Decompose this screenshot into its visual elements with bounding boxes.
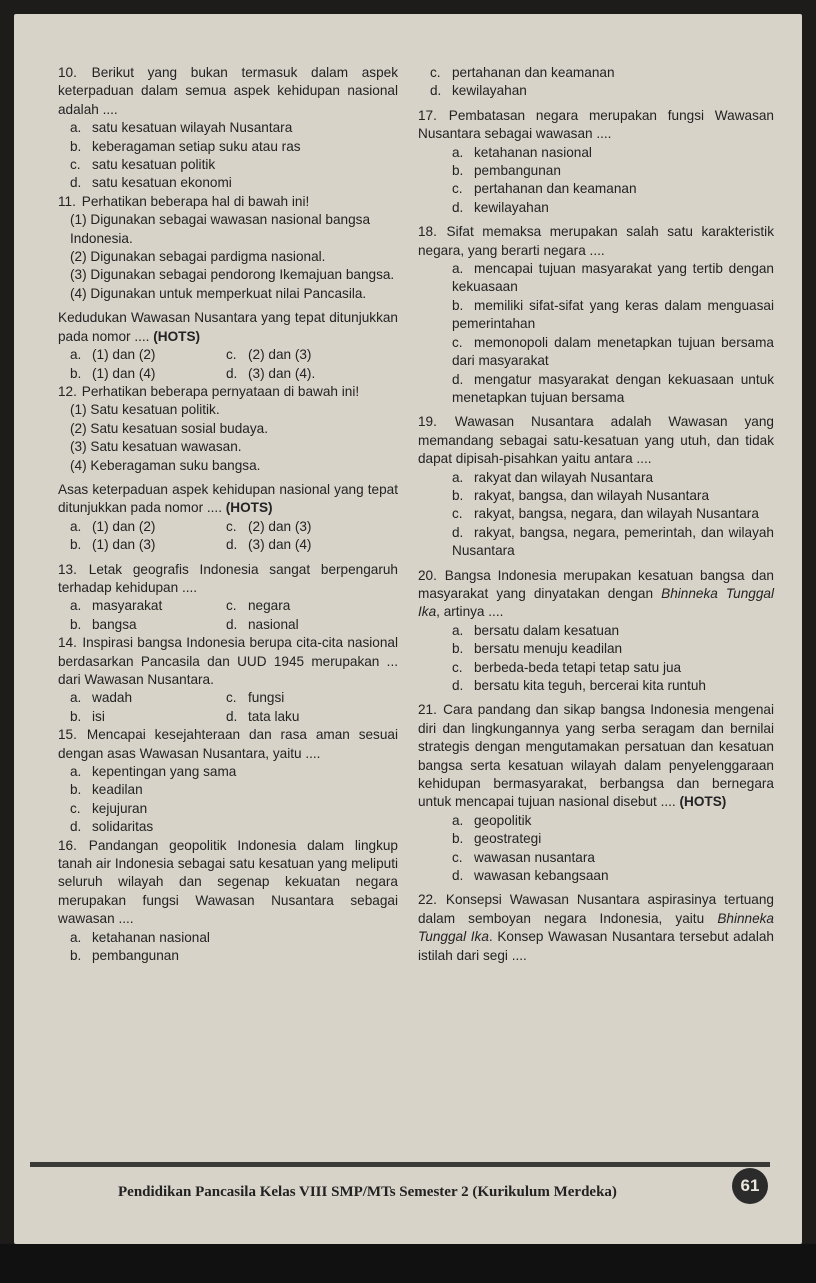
question-15: 15. Mencapai kesejahteraan dan rasa aman sesuai dengan asas Wawasan Nusantara, yaitu .... xyxy=(58,727,398,761)
statement: (4) Keberagaman suku bangsa. xyxy=(70,457,261,473)
question-17: 17. Pembatasan negara merupakan fungsi Wawasan Nusantara sebagai wawasan .... xyxy=(418,107,774,142)
option-row: a. (1) dan (2) c. (2) dan (3) xyxy=(70,347,312,363)
option: c. pertahanan dan keamanan xyxy=(452,181,637,197)
option: d. wawasan kebangsaan xyxy=(452,868,609,884)
statement: (4) Digunakan untuk memperkuat nilai Pancasila. xyxy=(70,285,367,301)
left-column xyxy=(58,64,398,966)
page-number: 61 xyxy=(732,1168,768,1204)
question-18: 18. Sifat memaksa merupakan salah satu karakteristik negara, yang berarti negara .... xyxy=(418,224,774,258)
option: a. mencapai tujuan masyarakat yang tertib dengan kekuasaan xyxy=(452,261,774,295)
footer-title: Pendidikan Pancasila Kelas VIII SMP/MTs Semester 2 (Kurikulum Merdeka) xyxy=(118,1184,617,1200)
background-edge xyxy=(0,1244,816,1283)
option: b. pembangunan xyxy=(452,163,561,179)
option-row: b. (1) dan (3) d. (3) dan (4) xyxy=(70,537,312,553)
option-row: a. masyarakat c. negara xyxy=(70,598,291,614)
option: c. kejujuran xyxy=(70,800,148,816)
option: d. rakyat, bangsa, negara, pemerintah, dan wilayah Nusantara xyxy=(452,524,774,559)
statement: (2) Satu kesatuan sosial budaya. xyxy=(70,420,268,436)
question-13: 13. Letak geografis Indonesia sangat berpengaruh terhadap kehidupan .... xyxy=(58,561,398,595)
question-19: 19. Wawasan Nusantara adalah Wawasan yang memandang sebagai satu-kesatuan yang utuh, dan tidak dapat dipisah-pisahkan yaitu antara .... xyxy=(418,414,774,467)
option: d. kewilayahan xyxy=(430,83,527,99)
option: c. memonopoli dalam menetapkan tujuan bersama dari masyarakat xyxy=(452,334,774,369)
option: a. ketahanan nasional xyxy=(452,144,592,160)
option-row: b. isi d. tata laku xyxy=(70,708,300,724)
statement: (1) Digunakan sebagai wawasan nasional bangsa Indonesia. xyxy=(70,212,371,246)
question-10: 10. Berikut yang bukan termasuk dalam aspek keterpaduan dalam semua aspek kehidupan nasional adalah .... xyxy=(58,65,398,117)
option-row: b. bangsa d. nasional xyxy=(70,616,299,632)
footer-divider xyxy=(30,1162,770,1167)
question-14: 14. Inspirasi bangsa Indonesia berupa cita-cita nasional berdasarkan Pancasila dan UUD 1945 merupakan ... dari Wawasan Nusantara. xyxy=(58,635,398,687)
option: d. kewilayahan xyxy=(452,199,549,215)
option: c. pertahanan dan keamanan xyxy=(430,65,615,80)
option: a. kepentingan yang sama xyxy=(70,764,237,780)
option: a. bersatu dalam kesatuan xyxy=(452,622,620,638)
option: d. satu kesatuan ekonomi xyxy=(70,175,232,191)
option: b. bersatu menuju keadilan xyxy=(452,641,623,657)
question-20: 20. Bangsa Indonesia merupakan kesatuan bangsa dan masyarakat yang dinyatakan dengan Bhinneka Tunggal Ika, artinya .... xyxy=(418,567,774,620)
option: d. bersatu kita teguh, bercerai kita runtuh xyxy=(452,678,706,693)
question-21: 21. Cara pandang dan sikap bangsa Indonesia mengenai diri dan lingkungannya yang serba seragam dan bernilai strategis dengan mengutamakan persatuan dan kesatuan bangsa serta kesatuan wilayah dalam penyelenggaraan kehidupan bermasyarakat, berbangsa dan bernegara untuk mencapai tujuan nasional disebut .... (HOTS) xyxy=(418,702,774,810)
option: c. wawasan nusantara xyxy=(452,849,595,865)
option: b. geostrategi xyxy=(452,831,542,847)
option: b. memiliki sifat-sifat yang keras dalam menguasai pemerintahan xyxy=(452,297,774,332)
option: b. pembangunan xyxy=(70,948,179,964)
option: c. satu kesatuan politik xyxy=(70,157,216,173)
question-prompt: Kedudukan Wawasan Nusantara yang tepat ditunjukkan pada nomor .... (HOTS) xyxy=(58,310,398,344)
statement: (3) Satu kesatuan wawasan. xyxy=(70,439,242,455)
option: d. mengatur masyarakat dengan kekuasaan untuk menetapkan tujuan bersama xyxy=(452,371,774,405)
question-prompt: Asas keterpaduan aspek kehidupan nasional yang tepat ditunjukkan pada nomor .... (HOTS) xyxy=(58,481,398,516)
option: b. keberagaman setiap suku atau ras xyxy=(70,138,301,154)
question-22: 22. Konsepsi Wawasan Nusantara aspirasinya tertuang dalam semboyan negara Indonesia, yaitu Bhinneka Tunggal Ika. Konsep Wawasan Nusantara tersebut adalah istilah dari segi .... xyxy=(418,892,774,963)
option: c. rakyat, bangsa, negara, dan wilayah Nusantara xyxy=(452,506,759,522)
option: c. berbeda-beda tetapi tetap satu jua xyxy=(452,659,682,675)
option: b. rakyat, bangsa, dan wilayah Nusantara xyxy=(452,487,710,503)
question-11: 11. Perhatikan beberapa hal di bawah ini! xyxy=(58,193,310,209)
option: d. solidaritas xyxy=(70,819,154,835)
right-column xyxy=(418,64,774,965)
statement: (2) Digunakan sebagai pardigma nasional. xyxy=(70,249,326,265)
option: a. ketahanan nasional xyxy=(70,929,210,945)
question-12: 12. Perhatikan beberapa pernyataan di bawah ini! xyxy=(58,383,360,399)
option-row: b. (1) dan (4) d. (3) dan (4). xyxy=(70,365,316,381)
question-16: 16. Pandangan geopolitik Indonesia dalam lingkup tanah air Indonesia sebagai satu kesatuan yang meliputi seluruh wilayah dan segenap kekuatan negara merupakan fungsi Wawasan Nusantara sebagai wawasan .... xyxy=(58,837,398,927)
statement: (3) Digunakan sebagai pendorong Ikemajuan bangsa. xyxy=(70,267,395,283)
option: a. geopolitik xyxy=(452,812,532,828)
option-row: a. (1) dan (2) c. (2) dan (3) xyxy=(70,518,312,534)
statement: (1) Satu kesatuan politik. xyxy=(70,402,220,418)
option: a. rakyat dan wilayah Nusantara xyxy=(452,469,654,485)
option: a. satu kesatuan wilayah Nusantara xyxy=(70,120,293,136)
option-row: a. wadah c. fungsi xyxy=(70,690,285,706)
option: b. keadilan xyxy=(70,782,143,798)
